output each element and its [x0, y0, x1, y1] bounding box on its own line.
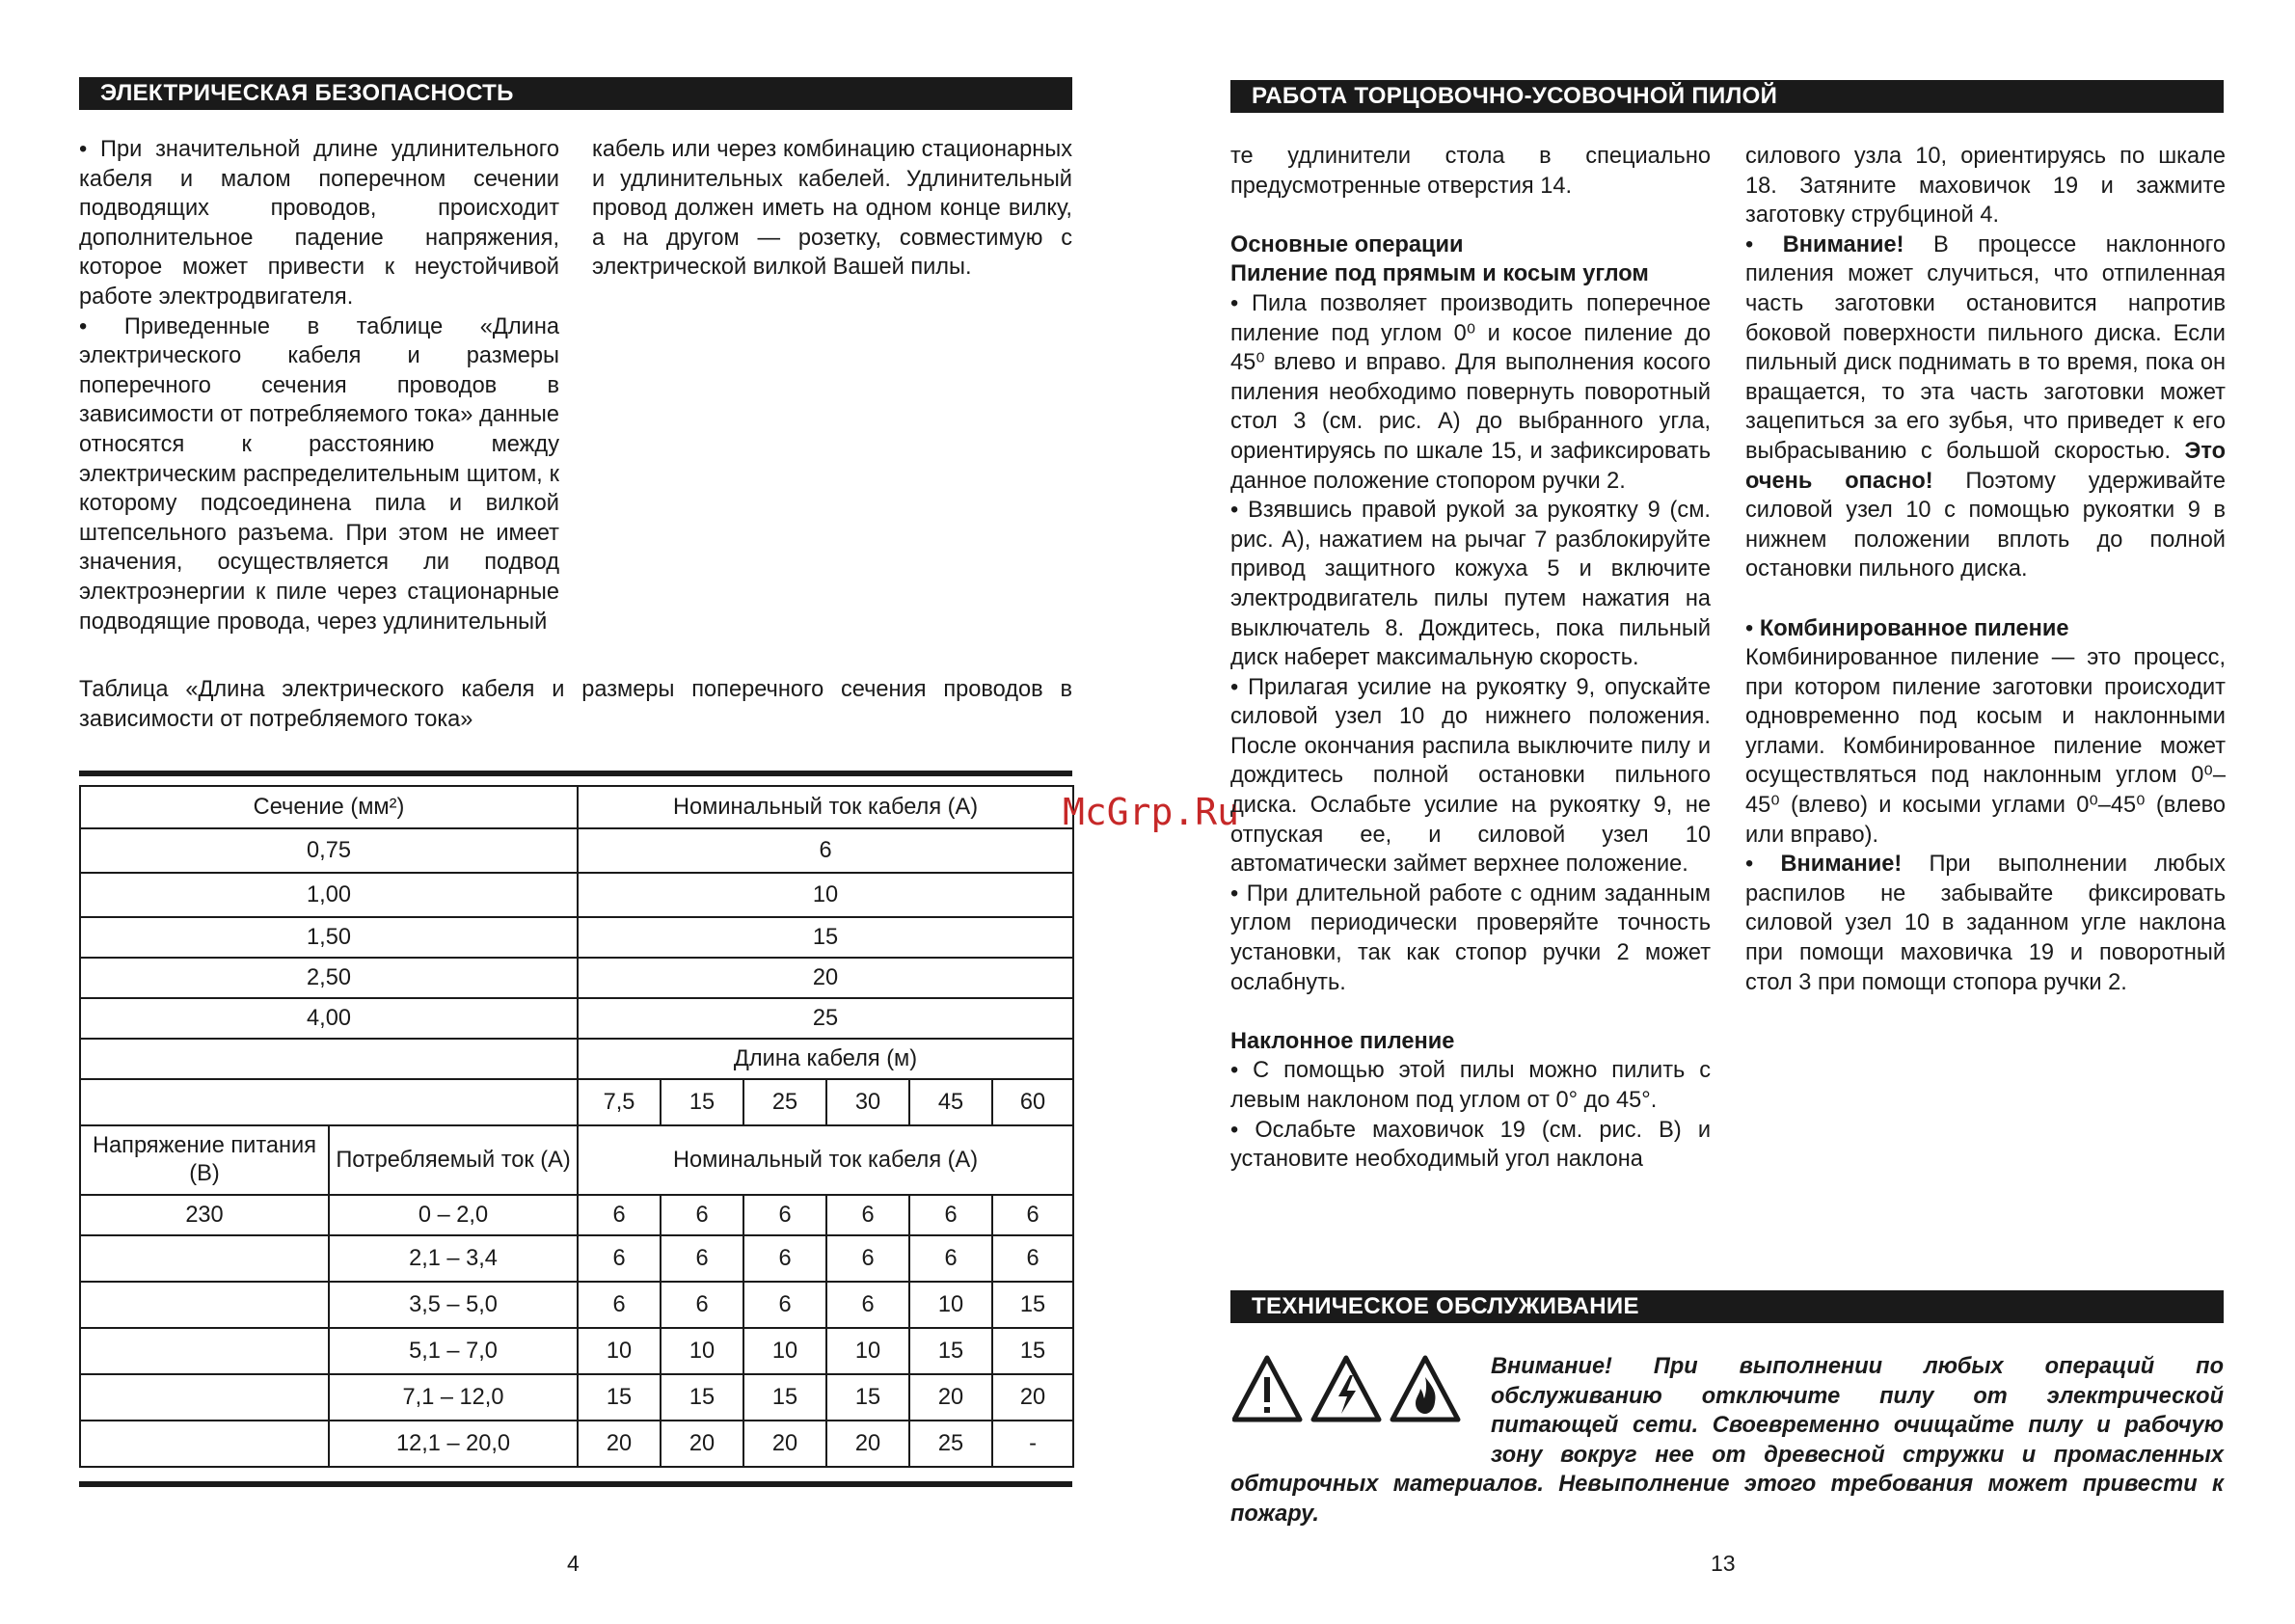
nominal-value: 15 — [661, 1374, 743, 1421]
paragraph: • Прилагая усилие на рукоятку 9, опускайте силовой узел 10 до нижнего положения. После окончания распила выключите пилу и дождитесь полной остановки пильного диска. Ослабьте усилие на рукоятку 9, не отпуская ее, и силовой узел 10 автоматически займет верхнее положение. — [1230, 674, 1711, 878]
table-row — [80, 998, 1073, 1039]
header-length: Длина кабеля (м) — [578, 1039, 1073, 1079]
nominal-value: 20 — [909, 1374, 992, 1421]
length-value: 25 — [743, 1079, 826, 1125]
nominal-value: 15 — [826, 1374, 909, 1421]
table-row — [80, 1039, 1073, 1079]
section-value: 2,50 — [80, 958, 578, 998]
nominal-value: 6 — [578, 1282, 661, 1328]
current-value: 20 — [578, 958, 1073, 998]
paragraph: • Внимание! В процессе наклонного пиления может случиться, что отпиленная часть заготовки остановится напротив боковой поверхности пильного диска. Если пильный диск поднимать в то время, пока он вращается, то эта часть заготовки может зацепиться за его зубья, что приведет к его выбрасыванию с большой скоростью. Это очень опасно! Поэтому удерживайте силовой узел 10 с помощью рукоятки 9 в нижнем положении вплоть до полной остановки пильного диска. — [1745, 231, 2226, 582]
cable-table — [79, 785, 1074, 1468]
nominal-value: 10 — [661, 1328, 743, 1374]
empty-cell — [80, 1421, 329, 1467]
nominal-value: 6 — [826, 1235, 909, 1282]
warning-label: Внимание! — [1782, 231, 1904, 257]
nominal-value: 15 — [578, 1374, 661, 1421]
nominal-value: 15 — [992, 1328, 1073, 1374]
nominal-value: 6 — [578, 1235, 661, 1282]
voltage-value: 230 — [80, 1195, 329, 1235]
table-row — [80, 1328, 1073, 1374]
nominal-value: 6 — [661, 1282, 743, 1328]
left-column-1 — [79, 135, 559, 636]
nominal-value: 6 — [578, 1195, 661, 1235]
nominal-value: 6 — [909, 1195, 992, 1235]
heading-compound-cut: • Комбинированное пиление — [1745, 615, 2069, 641]
section-title-saw-operation: РАБОТА ТОРЦОВОЧНО-УСОВОЧНОЙ ПИЛОЙ — [1230, 80, 2224, 113]
current-value: 15 — [578, 917, 1073, 958]
table-row — [80, 958, 1073, 998]
heading-bevel-cut: Наклонное пиление — [1230, 1028, 1455, 1054]
table-caption: Таблица «Длина электрического кабеля и размеры поперечного сечения проводов в зависимости от потребляемого тока» — [79, 677, 1072, 732]
header-voltage: Напряжение питания (В) — [80, 1125, 329, 1195]
heading-basic-operations: Основные операции — [1230, 231, 1464, 257]
length-value: 45 — [909, 1079, 992, 1125]
table-row — [80, 917, 1073, 958]
section-value: 4,00 — [80, 998, 578, 1039]
paragraph: • Ослабьте маховичок 19 (см. рис. В) и установите необходимый угол наклона — [1230, 1117, 1711, 1173]
length-value: 7,5 — [578, 1079, 661, 1125]
empty-cell — [80, 1328, 329, 1374]
nominal-value: 10 — [826, 1328, 909, 1374]
right-column-2 — [1745, 142, 2226, 997]
right-column-1 — [1230, 142, 1711, 1175]
paragraph: • Приведенные в таблице «Длина электрического кабеля и размеры поперечного сечения проводов в зависимости от потребляемого тока» данные относятся к расстоянию между электрическим распределительным щитом, к которому подсоединена пила и вилкой штепсельного разъема. При этом не имеет значения, осуществляется ли подвод электроэнергии к пиле через стационарные подводящие провода, через удлинительный — [79, 313, 559, 635]
nominal-value: 20 — [992, 1374, 1073, 1421]
nominal-value: 15 — [992, 1282, 1073, 1328]
empty-cell — [80, 1235, 329, 1282]
nominal-value: 6 — [909, 1235, 992, 1282]
table-row — [80, 1235, 1073, 1282]
section-value: 1,00 — [80, 873, 578, 917]
nominal-value: 20 — [578, 1421, 661, 1467]
nominal-value: 20 — [661, 1421, 743, 1467]
table-row — [80, 1079, 1073, 1125]
current-range: 7,1 – 12,0 — [329, 1374, 578, 1421]
table-row — [80, 1421, 1073, 1467]
nominal-value: 6 — [826, 1195, 909, 1235]
current-range: 5,1 – 7,0 — [329, 1328, 578, 1374]
paragraph: • При значительной длине удлинительного кабеля и малом поперечном сечении подводящих проводов, происходит дополнительное падение напряжения, которое может привести к неустойчивой работе электродвигателя. — [79, 137, 559, 310]
length-value: 15 — [661, 1079, 743, 1125]
table-top-rule — [79, 771, 1072, 776]
paragraph: • Пила позволяет производить поперечное пиление под углом 0⁰ и косое пиление до 45⁰ влево и вправо. Для выполнения косого пиления необходимо повернуть поворотный стол 3 (см. рис. А) до выбранного угла, ориентируясь по шкале 15, и зафиксировать данное положение стопором ручки 2. — [1230, 290, 1711, 494]
table-row — [80, 1374, 1073, 1421]
warning-label: Внимание! — [1780, 852, 1903, 878]
paragraph: • Взявшись правой рукой за рукоятку 9 (см. рис. А), нажатием на рычаг 7 разблокируйте привод защитного кожуха 5 и включите электродвигатель пилы путем нажатия на выключатель 8. Дождитесь, пока пильный диск наберет максимальную скорость. — [1230, 498, 1711, 671]
page-number-right: 13 — [1711, 1551, 1736, 1576]
current-range: 2,1 – 3,4 — [329, 1235, 578, 1282]
table-row — [80, 1125, 1073, 1195]
heading-straight-miter-cut: Пиление под прямым и косым углом — [1230, 261, 1649, 287]
nominal-value: 10 — [909, 1282, 992, 1328]
nominal-value: - — [992, 1421, 1073, 1467]
table-bottom-rule — [79, 1481, 1072, 1487]
nominal-value: 6 — [661, 1195, 743, 1235]
watermark: McGrp.Ru — [1063, 791, 1240, 833]
empty-cell — [80, 1079, 578, 1125]
current-range: 12,1 – 20,0 — [329, 1421, 578, 1467]
nominal-value: 6 — [661, 1235, 743, 1282]
paragraph: • С помощью этой пилы можно пилить с левым наклоном под углом от 0° до 45°. — [1230, 1058, 1711, 1113]
empty-cell — [80, 1039, 578, 1079]
icon-spacer — [1230, 1352, 1491, 1441]
nominal-value: 10 — [578, 1328, 661, 1374]
current-range: 0 – 2,0 — [329, 1195, 578, 1235]
nominal-value: 6 — [743, 1195, 826, 1235]
header-consumed-current: Потребляемый ток (А) — [329, 1125, 578, 1195]
paragraph: силового узла 10, ориентируясь по шкале 18. Затяните маховичок 19 и зажмите заготовку струбциной 4. — [1745, 144, 2226, 229]
nominal-value: 6 — [826, 1282, 909, 1328]
nominal-value: 6 — [992, 1195, 1073, 1235]
length-value: 60 — [992, 1079, 1073, 1125]
paragraph: • Внимание! При выполнении любых распилов не забывайте фиксировать силовой узел 10 в заданном угле наклона при помощи маховичка 19 и поворотный стол 3 при помощи стопора ручки 2. — [1745, 852, 2226, 995]
empty-cell — [80, 1282, 329, 1328]
empty-cell — [80, 1374, 329, 1421]
current-value: 10 — [578, 873, 1073, 917]
right-page — [1148, 0, 2295, 1624]
paragraph: • При длительной работе с одним заданным углом периодически проверяйте точность установки, так как стопор ручки 2 может ослабнуть. — [1230, 880, 1711, 995]
danger-label: Это очень опасно! — [1745, 438, 2226, 494]
paragraph: кабель или через комбинацию стационарных и удлинительных кабелей. Удлинительный провод должен иметь на одном конце вилку, а на другом — розетку, совместимую с электрической вилкой Вашей пилы. — [592, 137, 1072, 281]
nominal-value: 15 — [743, 1374, 826, 1421]
section-title-maintenance: ТЕХНИЧЕСКОЕ ОБСЛУЖИВАНИЕ — [1230, 1290, 2224, 1323]
table-row — [80, 1282, 1073, 1328]
nominal-value: 15 — [909, 1328, 992, 1374]
table-row — [80, 1195, 1073, 1235]
table-row — [80, 786, 1073, 828]
table-row — [80, 828, 1073, 873]
header-nominal-current: Номинальный ток кабеля (А) — [578, 1125, 1073, 1195]
header-current: Номинальный ток кабеля (А) — [578, 786, 1073, 828]
length-value: 30 — [826, 1079, 909, 1125]
nominal-value: 20 — [826, 1421, 909, 1467]
nominal-value: 6 — [743, 1282, 826, 1328]
paragraph: Комбинированное пиление — это процесс, при котором пиление заготовки происходит одновременно под косым и наклонными углами. Комбинированное пиление может осуществляться под наклонным углом 0⁰–45⁰ (влево) и косыми углами 0⁰–45⁰ (влево или вправо). — [1745, 645, 2226, 848]
current-value: 6 — [578, 828, 1073, 873]
nominal-value: 6 — [992, 1235, 1073, 1282]
page-number-left: 4 — [567, 1551, 580, 1576]
left-column-2 — [592, 135, 1072, 283]
nominal-value: 6 — [743, 1235, 826, 1282]
header-section: Сечение (мм²) — [80, 786, 578, 828]
nominal-value: 20 — [743, 1421, 826, 1467]
nominal-value: 25 — [909, 1421, 992, 1467]
paragraph: те удлинители стола в специально предусмотренные отверстия 14. — [1230, 144, 1711, 199]
section-title-electrical-safety: ЭЛЕКТРИЧЕСКАЯ БЕЗОПАСНОСТЬ — [79, 77, 1072, 110]
current-range: 3,5 – 5,0 — [329, 1282, 578, 1328]
maintenance-warning-text: Внимание! При выполнении любых операций по обслуживанию отключите пилу от электрической питающей сети. Своевременно очищайте пилу и рабочую зону вокруг нее от древесной стружки и промасленных обтирочных материалов. Невыполнение этого требования может привести к пожару. — [1230, 1354, 2224, 1527]
current-value: 25 — [578, 998, 1073, 1039]
section-value: 0,75 — [80, 828, 578, 873]
section-value: 1,50 — [80, 917, 578, 958]
nominal-value: 10 — [743, 1328, 826, 1374]
table-row — [80, 873, 1073, 917]
